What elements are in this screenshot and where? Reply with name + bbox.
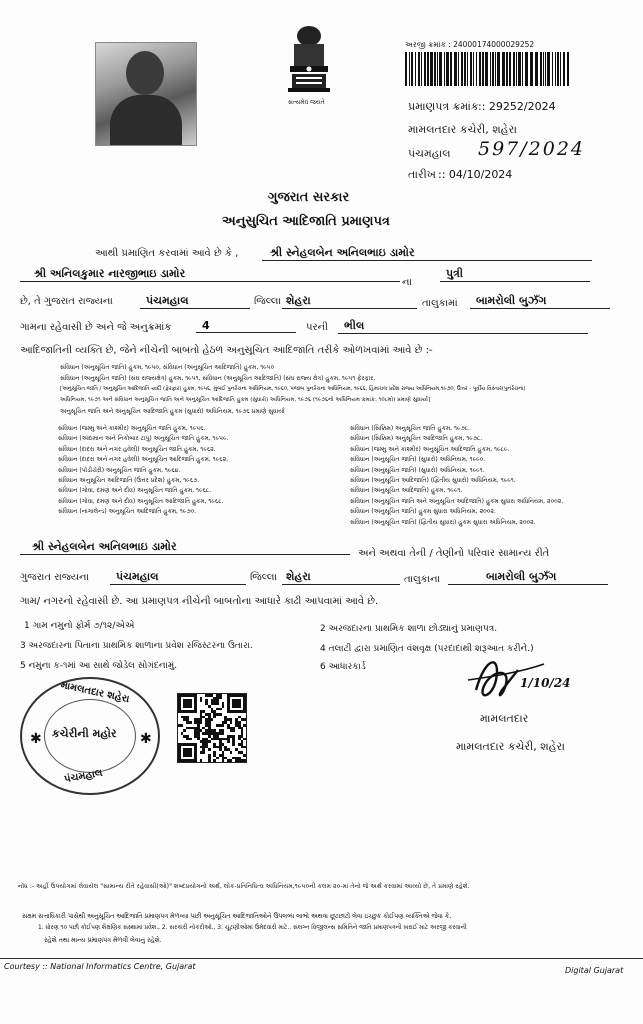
list-item: સંવિધાન (અનુસૂચિત જાતિ) હુકમ સુધારા અધિનિયમ, ૨૦૦૨. — [350, 508, 496, 516]
barcode-bar — [567, 52, 569, 86]
note-line: અધિનિયમ, ૧૯૭૧ અને સંવિધાન અનુસૂચિત જાતિ અને અનુસૂચિત આદિજાતિ હુકમ (સુધારો) અધિનિયમ, ૧૯૭૬ (૧૯૭૬નો અધિનિયમ ક્રમાંક: ૧૦૮મો) પ્રમાણે સુધાર્યા] — [60, 397, 431, 403]
certificate-title: અનુસુચિત આદિજાતિ પ્રમાણપત્ર — [222, 214, 390, 229]
state-prefix: છે, તે ગુજરાત રાજ્યના — [20, 296, 113, 307]
footnote: 1. ધોરણ ૧૦ પછી કોઈપણ શૈક્ષણિક સંસ્થામાં પ્રવેશ., 2. સરકારી નોકરીઓ., 3. ચૂંટણીઓમાં ઉમેદવારી માટે.. સંલગ્ન વિજીલન્સ સમિતિને જાતિ પ્રમાણપત્રની ખરાઈ માટે અરજી કરવાની — [38, 925, 467, 931]
qr-module — [222, 724, 225, 727]
barcode-bar — [545, 52, 546, 86]
list-item: સંવિધાન (જમ્મુ અને કાશ્મીર) અનુસૂચિત જાતિ હુકમ, ૧૯૫૬. — [58, 425, 206, 432]
qr-module — [230, 759, 233, 762]
qr-module — [227, 740, 230, 743]
barcode-bar — [530, 52, 533, 86]
qr-module — [181, 724, 184, 727]
list-item: સંવિધાન (અનુસૂચિત આદિજાતિ) (દ્વિતીય સુધારો) અધિનિયમ, ૧૯૯૧. — [350, 477, 516, 485]
star-icon: ✱ — [30, 731, 42, 747]
tribe-name: ભીલ — [338, 319, 588, 334]
list-item: સંવિધાન (સિક્કિમ) અનુસૂચિત આદિજાતિ હુકમ, ૧૯૭૮. — [350, 435, 483, 443]
barcode-bar — [434, 52, 436, 86]
barcode-bar — [518, 52, 521, 86]
qr-finder — [183, 699, 191, 707]
footer-divider — [0, 958, 643, 959]
barcode-bar — [409, 52, 410, 86]
qr-module — [243, 738, 246, 741]
document-item: 2 અરજદારના પ્રાથમિક શાળા છોડ્યાનું પ્રમાણપત્ર. — [320, 624, 498, 634]
barcode-bar — [427, 52, 429, 86]
document-item: 1 ગામ નમુનો ફોર્મ ૭/૧૨/એએ — [24, 621, 135, 631]
qr-finder — [232, 699, 240, 707]
father-name: શ્રી અનિલકુમાર નારજીભાઇ ડામોર — [20, 267, 400, 282]
list-item: સંવિધાન (ગોવા, દમણ અને દીવ) અનુસૂચિત જાતિ હુકમ, ૧૯૬૮. — [58, 487, 212, 495]
parni-text: પરની — [306, 322, 328, 333]
qr-module — [208, 740, 211, 743]
barcode-bar — [430, 52, 433, 86]
list-item: સંવિધાન (નાગાલેન્ડ) અનુસૂચિત આદિજાતિ હુકમ, ૧૯૭૦. — [58, 508, 197, 516]
barcode-bar — [470, 52, 472, 86]
residence-taluka: શેહરા — [282, 570, 400, 585]
qr-module — [189, 738, 192, 741]
list-item: સંવિધાન (અનુસૂચિત જાતિ) (સુધારો) અધિનિયમ, ૧૯૯૦. — [350, 456, 486, 464]
barcode-bar — [418, 52, 420, 86]
barcode-bar — [458, 52, 459, 86]
barcode-bar — [563, 52, 565, 86]
document-item: 5 નમુના ક-૧માં આ સાથે જોડેલ સોગંદનામું. — [20, 661, 178, 671]
district-header: પંચમહાલ — [408, 147, 451, 160]
barcode-bar — [513, 52, 515, 86]
barcode-bar — [482, 52, 484, 86]
qr-module — [243, 724, 246, 727]
barcode — [405, 52, 572, 86]
orders-left-list — [58, 424, 338, 518]
applicant-name: શ્રી સ્નેહલબેન અનિલભાઇ ડામોર — [262, 246, 592, 261]
barcode-bar — [560, 52, 561, 86]
barcode-bar — [454, 52, 457, 86]
taluka-label: તાલુકામાં — [422, 298, 458, 309]
qr-module — [232, 743, 235, 746]
seal-ring-text: મામલતદાર શહેરા — [59, 679, 131, 706]
note-line: અનુસૂચિત જાતિ અને અનુસૂચિત આદિજાતિ હુકમ (સુધારો) અધિનિયમ, ૧૯૭૬ પ્રમાણે સુધાર્યા — [60, 408, 285, 415]
barcode-bar — [506, 52, 508, 86]
office-name: મામલતદાર કચેરી, શહેરા — [408, 123, 517, 136]
document-item: 6 આધારકાર્ડ — [320, 662, 366, 672]
date-label: તારીખ — [408, 168, 436, 181]
certify-intro: આથી પ્રમાણિત કરવામાં આવે છે કે , — [95, 248, 239, 259]
barcode-bar — [485, 52, 488, 86]
qr-finder — [183, 748, 191, 756]
signatory-office: મામલતદાર કચેરી, શહેરા — [456, 740, 565, 753]
barcode-bar — [555, 52, 556, 86]
qr-module — [243, 718, 246, 721]
barcode-bar — [446, 52, 449, 86]
qr-module — [208, 748, 211, 751]
barcode-bar — [421, 52, 422, 86]
list-item: સંવિધાન અનુસૂચિત આદિજાતિ (ઉત્તર પ્રદેશ) હુકમ, ૧૯૬૭. — [58, 477, 200, 485]
barcode-bar — [509, 52, 511, 86]
family-clause: અને અથવા તેની / તેણીનો પરિવાર સામાન્ય રીતે — [358, 548, 550, 559]
qr-module — [183, 729, 186, 732]
barcode-bar — [543, 52, 544, 86]
list-item: સંવિધાન (અનુસૂચિત આદિજાતિ) હુકમ, ૧૯૯૧. — [350, 487, 463, 495]
village-value: બામરોલી બુઝઁગ — [470, 294, 610, 309]
date-value: :: 04/10/2024 — [438, 168, 513, 181]
list-item: સંવિધાન (ગોવા, દમણ અને દીવ) અનુસૂચિત આદિજાતિ હુકમ, ૧૯૬૮. — [58, 497, 224, 505]
signature-date: 1/10/24 — [520, 676, 571, 690]
barcode-bar — [411, 52, 413, 86]
list-item: સંવિધાન (સિક્કિમ) અનુસૂચિત જાતિ હુકમ, ૧૯૭૮. — [350, 425, 470, 432]
qr-module — [243, 759, 246, 762]
qr-module — [230, 721, 233, 724]
qr-module — [222, 732, 225, 735]
district-label: જિલ્લા — [254, 296, 281, 307]
barcode-bar — [450, 52, 452, 86]
residence-taluka-label: તાલુકાના — [404, 574, 441, 585]
district-value: પંચમહાલ — [140, 294, 250, 309]
barcode-bar — [522, 52, 523, 86]
barcode-bar — [424, 52, 426, 86]
relation: પુત્રી — [440, 267, 590, 282]
barcode-bar — [502, 52, 505, 86]
na-text: ના — [402, 277, 412, 288]
list-item: સંવિધાન (દાદરા અને નગર હવેલી) અનુસૂચિત જાતિ હુકમ, ૧૯૬૨. — [58, 445, 216, 453]
star-icon: ✱ — [140, 731, 152, 747]
barcode-bar — [437, 52, 438, 86]
barcode-bar — [516, 52, 517, 86]
residence-village: બામરોલી બુઝઁગ — [448, 570, 608, 585]
qr-module — [200, 759, 203, 762]
qr-module — [208, 759, 211, 762]
qr-module — [213, 716, 216, 719]
barcode-bar — [476, 52, 477, 86]
emblem-motto: સત્યમેવ જયતે — [288, 99, 325, 106]
qr-module — [243, 754, 246, 757]
qr-module — [216, 757, 219, 760]
taluka-name: શેહરા — [282, 294, 417, 309]
qr-module — [219, 708, 222, 711]
list-item: સંવિધાન (દાદરા અને નગર હવેલી) અનુસૂચિત આદિજાતિ હુકમ, ૧૯૬૨. — [58, 456, 229, 464]
residence-district-label: જિલ્લા — [250, 572, 277, 583]
list-item: સંવિધાન (અનુસૂચિત જાતિ) (સુધારો) અધિનિયમ, ૧૯૯૧. — [350, 466, 485, 474]
barcode-bar — [495, 52, 496, 86]
state-emblem-icon — [281, 22, 337, 100]
qr-module — [219, 713, 222, 716]
qr-module — [202, 751, 205, 754]
application-number: અરજી ક્રમાંક : 24000174000029252 — [405, 40, 535, 49]
footnote: નોંધ :- અહીં ઉપયોગમાં લેવાયેલ "સામાન્ય રીતે રહેવાસી(ઓ)" શબ્દપ્રયોગનો અર્થ, લોક-પ્રતિનિધિત્વ અધિનિયમ,૧૯૫૦ની કલમ ૨૦-માં તેનો જે અર્થ કરવામાં આવ્યો છે, તે પ્રમાણે રહેશે. — [18, 883, 470, 890]
barcode-bar — [492, 52, 494, 86]
barcode-bar — [547, 52, 550, 86]
barcode-bar — [557, 52, 559, 86]
barcode-bar — [552, 52, 553, 86]
barcode-bar — [540, 52, 542, 86]
cert-no-label: પ્રમાણપત્ર ક્રમાંક — [408, 100, 479, 113]
qr-module — [200, 699, 203, 702]
residence-district: પંચમહાલ — [110, 570, 246, 585]
govt-title: ગુજરાત સરકાર — [268, 190, 350, 205]
barcode-bar — [497, 52, 500, 86]
seal-center-text: કચેરીની મહોર — [52, 727, 117, 740]
barcode-bar — [405, 52, 407, 86]
handwritten-number: 597/2024 — [478, 138, 586, 160]
seal-bottom-text: પંચમહાલ — [63, 767, 104, 786]
qr-module — [222, 705, 225, 708]
qr-module — [216, 702, 219, 705]
document-item: 4 તલાટી દ્વારા પ્રમાણિત વંશવૃક્ષ (પરદાદાથી શરૂઆત કરીને.) — [320, 644, 534, 654]
orders-right-list — [350, 424, 630, 528]
note-line: [અનુસૂચિત જાતિ / અનુસૂચિત આદિજાતિ યાદી (ફેરફાર) હુકમ, ૧૯૫૬, મુંબઈ પુનર્રચના અધિનિયમ, ૧૯૬૦, પંજાબ પુનર્રચના અધિનિયમ, ૧૯૬૬, હિમાચલ પ્રદેશ રાજ્ય અધિનિયમ,૧૯૭૦, ઉત્તર - પૂર્વીય વિસ્તાર(પુનર્રચના) — [60, 386, 526, 392]
list-item: સંવિધાન (પોંડીચેરી) અનુસૂચિત જાતિ હુકમ, ૧૯૬૪. — [58, 466, 181, 474]
barcode-bar — [525, 52, 528, 86]
footnote: રહેશે તથા માન્ય પ્રમાણપત્ર મેળવી લેવાનું રહેશે. — [44, 937, 162, 944]
digital-gujarat-text: Digital Gujarat — [565, 966, 624, 975]
qr-code — [177, 693, 247, 763]
list-item: સંવિધાન (અનુસૂચિત જાતિ અને અનુસૂચિત આદિજાતિ) હુકમ સુધારા અધિનિયમ, ૨૦૦૨. — [350, 497, 564, 505]
barcode-bar — [464, 52, 466, 86]
barcode-bar — [467, 52, 468, 86]
barcode-bar — [415, 52, 416, 86]
qr-module — [200, 721, 203, 724]
courtesy-text: Courtesy :: National Informatics Centre, Gujarat — [4, 962, 196, 971]
barcode-bar — [444, 52, 445, 86]
list-item: સંવિધાન (અંદામાન અને નિકોબાર ટાપુ) અનુસૂચિત જાતિ હુકમ, ૧૯૫૯. — [58, 435, 229, 443]
footnote: સક્ષમ સત્તાધિકારી પાસેથી અનુસૂચિત આદિજાતિ પ્રમાણપત્ર મેળવ્યા પછી અનુસૂચિત આદિજાતિઓને ઉપલબ્ધ લાભો અથવા છૂટછાટો લેવા ઇચ્છુક કોઈપણ વ્યક્તિએ જેવા કે, — [22, 913, 452, 920]
qr-module — [222, 759, 225, 762]
office-seal — [20, 677, 160, 795]
serial-prefix: ગામના રહેવાસી છે અને જે અનુક્રમાંક — [20, 322, 172, 333]
cert-no-value: :: 29252/2024 — [478, 100, 556, 113]
barcode-bar — [490, 52, 491, 86]
note-line: સંવિધાન (અનુસૂચિત જાતિ) હુકમ, ૧૯૫૦, સંવિધાન (અનુસૂચિત આદિજાતિ) હુકમ, ૧૯૫૦ — [60, 364, 275, 371]
barcode-bar — [461, 52, 463, 86]
list-item: સંવિધાન (અનુસૂચિત જાતિ) (દ્વિતીય સુધારા) હુકમ સુધારા અધિનિયમ, ૨૦૦૨. — [350, 518, 536, 526]
qr-module — [230, 751, 233, 754]
qr-module — [219, 697, 222, 700]
applicant-photo — [95, 42, 197, 146]
serial-number: 4 — [196, 319, 296, 333]
qr-module — [232, 729, 235, 732]
basis-statement: ગામ/ નગરનો રહેવાસી છે. આ પ્રમાણપત્ર નીચેની બાબતોના આધારે કાઢી આપવામાં આવે છે. — [20, 596, 379, 607]
qr-module — [211, 718, 214, 721]
qr-module — [243, 746, 246, 749]
list-item: સંવિધાન (જમ્મુ અને કાશ્મીર) અનુસૂચિત આદિજાતિ હુકમ, ૧૯૮૯. — [350, 445, 510, 453]
note-line: સંવિધાન (અનુસૂચિત જાતિ) (સંઘ રાજ્યક્ષેત્ર) હુકમ, ૧૯૫૧, સંવિધાન (અનુસૂચિત આદિજાતિ) (સંઘ રાજ્ય ક્ષેત્ર) હુકમ, ૧૯૫૧ ફેરફાર, — [60, 375, 376, 382]
qr-module — [213, 759, 216, 762]
qr-module — [189, 721, 192, 724]
barcode-bar — [535, 52, 538, 86]
signatory-title: મામલતદાર — [480, 712, 529, 725]
document-item: 3 અરજદારના પિતાના પ્રાથમિક શાળાના પ્રવેશ રજિસ્ટરના ઉતારા. — [20, 641, 253, 651]
residence-state: ગુજરાત રાજ્યના — [20, 572, 89, 583]
residence-name: શ્રી સ્નેહલબેન અનિલભાઇ ડામોર — [20, 540, 350, 555]
barcode-bar — [473, 52, 474, 86]
recognition-text: આદિજાતિની વ્યક્તિ છે, જેને નીચેની બાબતો હેઠળ અનુસૂચિત આદિજાતિ તરીકે ઓળખવામાં આવે છે :- — [20, 345, 433, 356]
barcode-bar — [479, 52, 481, 86]
barcode-bar — [439, 52, 442, 86]
